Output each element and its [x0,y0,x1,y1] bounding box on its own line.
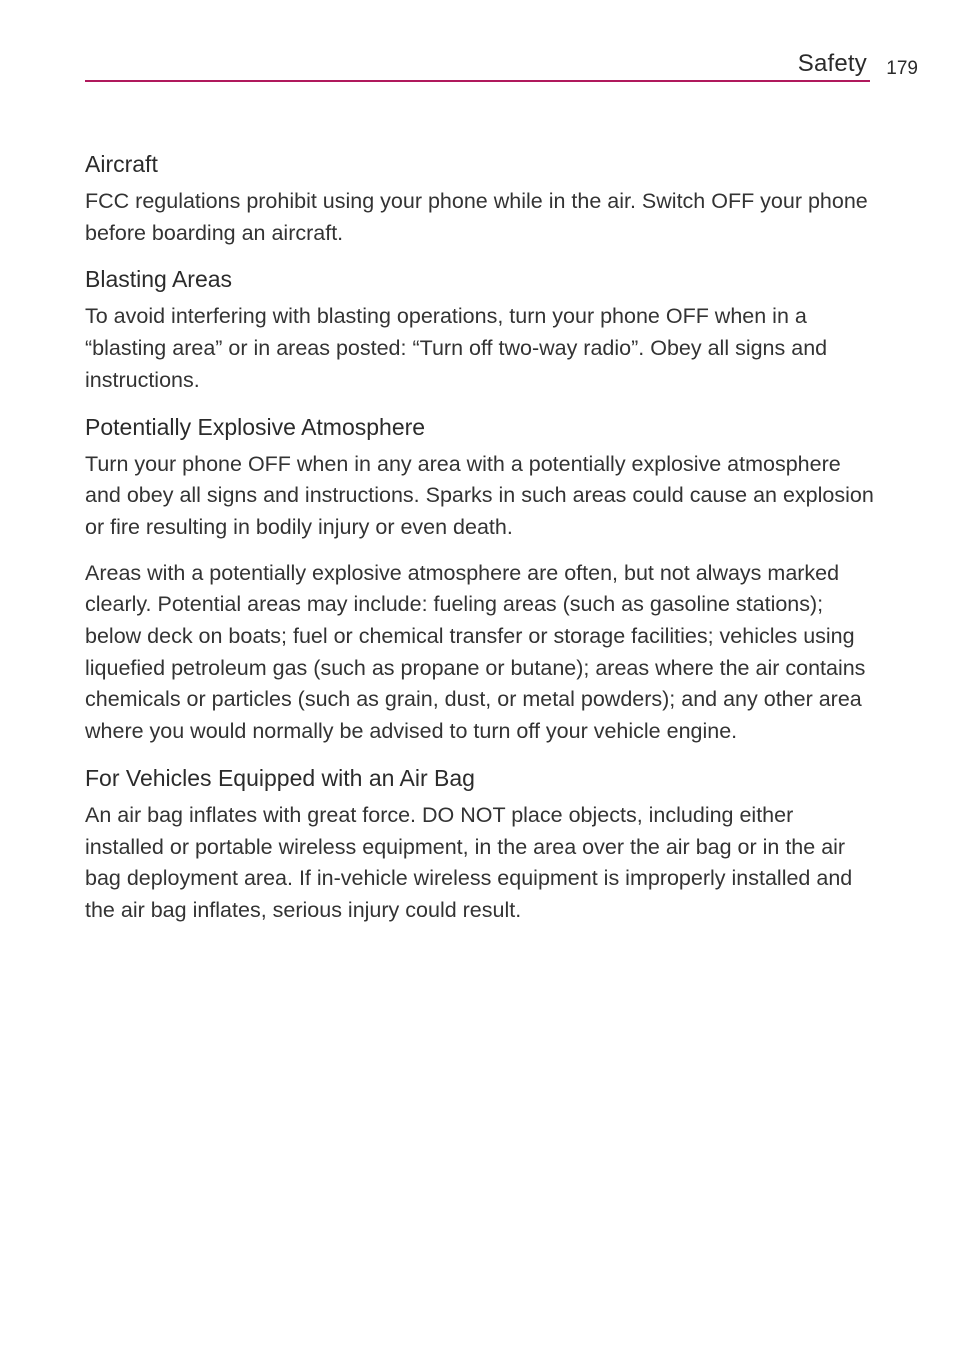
section-blasting-areas [85,263,875,396]
section-aircraft [85,148,875,249]
paragraph: FCC regulations prohibit using your phone while in the air. Switch OFF your phone before boarding an aircraft. [85,189,868,245]
section-heading: Potentially Explosive Atmosphere [85,413,426,440]
section-heading: Aircraft [85,151,158,177]
paragraph: Turn your phone OFF when in any area with a potentially explosive atmosphere and obey all signs and instructions. Sparks in such areas could cause an explosion or fire resulting in bodily injury or even death. [85,451,874,539]
section-heading: Blasting Areas [85,266,233,293]
page-header [85,44,925,84]
paragraph: To avoid interfering with blasting operations, turn your phone OFF when in a “blasting area” or in areas posted: “Turn off two-way radio”. Obey all signs and instructions. [85,304,828,392]
section-explosive-atmosphere [85,411,875,748]
header-divider [85,80,870,82]
paragraph: An air bag inflates with great force. DO NOT place objects, including either installed or portable wireless equipment, in the area over the air bag or in the air bag deployment area. If in-vehicle wireless equipment is improperly installed and the air bag inflates, serious injury could result. [85,802,853,922]
paragraph: Areas with a potentially explosive atmosphere are often, but not always marked clearly. Potential areas may include: fueling areas (such as gasoline stations); below deck on boats; fuel or chemical transfer or storage facilities; vehicles using liquefied petroleum gas (such as propane or butane); areas where the air contains chemicals or particles (such as grain, dust, or metal powders); and any other area where you would normally be advised to turn off your vehicle engine. [85,560,866,744]
section-heading: For Vehicles Equipped with an Air Bag [85,764,475,791]
section-title: Safety [797,50,867,77]
page-number: 179 [886,58,918,79]
section-air-bag [85,762,875,927]
page-content [85,148,875,941]
